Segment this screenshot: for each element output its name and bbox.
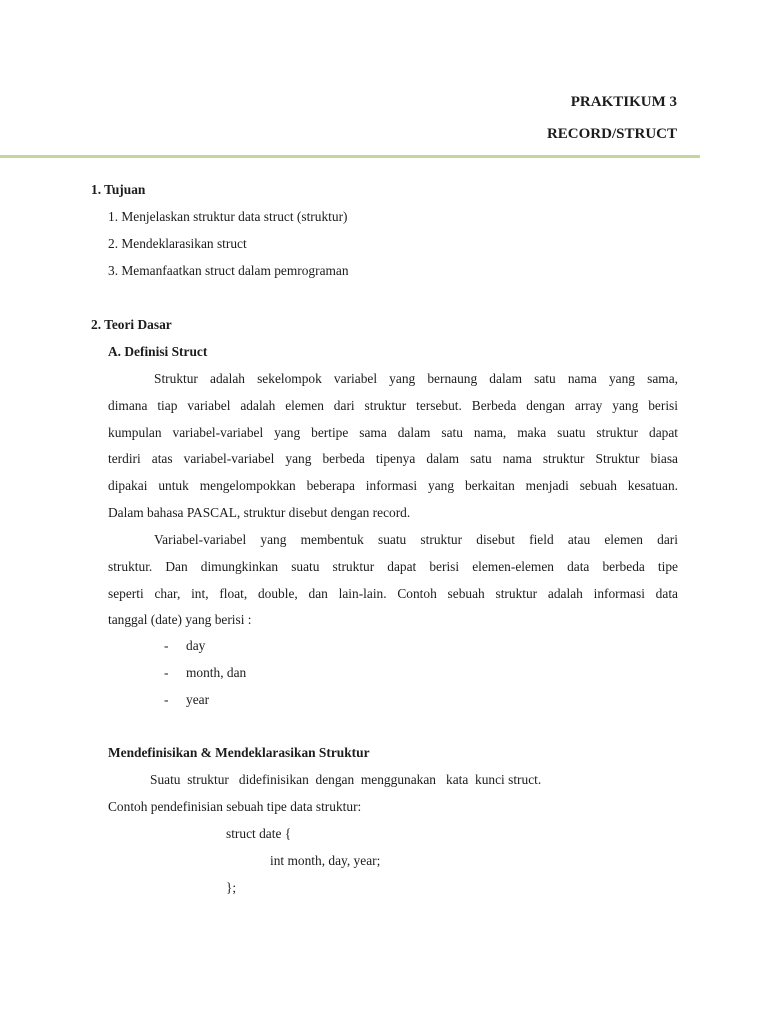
- page-title-line2: RECORD/STRUCT: [546, 126, 677, 142]
- bullet-item: year: [186, 692, 210, 707]
- bullet-item: month, dan: [186, 665, 247, 680]
- list-item: 1. Menjelaskan struktur data struct (struktur): [108, 209, 348, 224]
- bullet-dash: -: [164, 638, 169, 653]
- bullet-dash: -: [164, 692, 169, 707]
- list-item: 2. Mendeklarasikan struct: [108, 236, 247, 251]
- paragraph-field: [108, 527, 678, 634]
- code-line: struct date {: [226, 826, 292, 841]
- paragraph-definisi: [108, 366, 678, 527]
- paragraph-line: Struktur adalah sekelompok variabel yang bernaung dalam satu nama yang sama,: [154, 371, 678, 386]
- paragraph-line: seperti char, int, float, double, dan lain-lain. Contoh sebuah struktur adalah informasi data: [108, 585, 678, 601]
- paragraph-line: dimana tiap variabel adalah elemen dari struktur tersebut. Berbeda dengan array yang berisi: [108, 397, 678, 413]
- paragraph-line: tanggal (date) yang berisi :: [108, 612, 252, 628]
- paragraph-line: kumpulan variabel-variabel yang bertipe sama dalam satu nama, maka suatu struktur dapat: [108, 424, 678, 440]
- code-line: int month, day, year;: [270, 853, 381, 868]
- subheading-definisi-struct: A. Definisi Struct: [108, 344, 208, 359]
- header-divider: [0, 155, 700, 158]
- paragraph-line: terdiri atas variabel-variabel yang berbeda tipenya dalam satu nama struktur Struktur biasa: [108, 451, 678, 467]
- section-heading-tujuan: 1. Tujuan: [91, 182, 146, 197]
- paragraph-line: dipakai untuk mengelompokkan beberapa informasi yang berkaitan menjadi sebuah kesatuan.: [108, 478, 678, 494]
- subheading-mendefinisikan: Mendefinisikan & Mendeklarasikan Struktur: [108, 745, 370, 760]
- code-line: };: [226, 880, 237, 895]
- bullet-item: day: [186, 638, 206, 653]
- section-heading-teori-dasar: 2. Teori Dasar: [91, 317, 172, 332]
- list-item: 3. Memanfaatkan struct dalam pemrograman: [108, 263, 349, 278]
- paragraph-line: Contoh pendefinisian sebuah tipe data struktur:: [108, 799, 362, 814]
- paragraph-line: Dalam bahasa PASCAL, struktur disebut dengan record.: [108, 504, 411, 520]
- page-title-line1: PRAKTIKUM 3: [570, 94, 677, 110]
- bullet-dash: -: [164, 665, 169, 680]
- paragraph-line: Variabel-variabel yang membentuk suatu struktur disebut field atau elemen dari: [154, 532, 678, 547]
- paragraph-line: struktur. Dan dimungkinkan suatu struktur dapat berisi elemen-elemen data berbeda tipe: [108, 558, 678, 574]
- paragraph-line: Suatu struktur didefinisikan dengan menggunakan kata kunci struct.: [150, 772, 542, 787]
